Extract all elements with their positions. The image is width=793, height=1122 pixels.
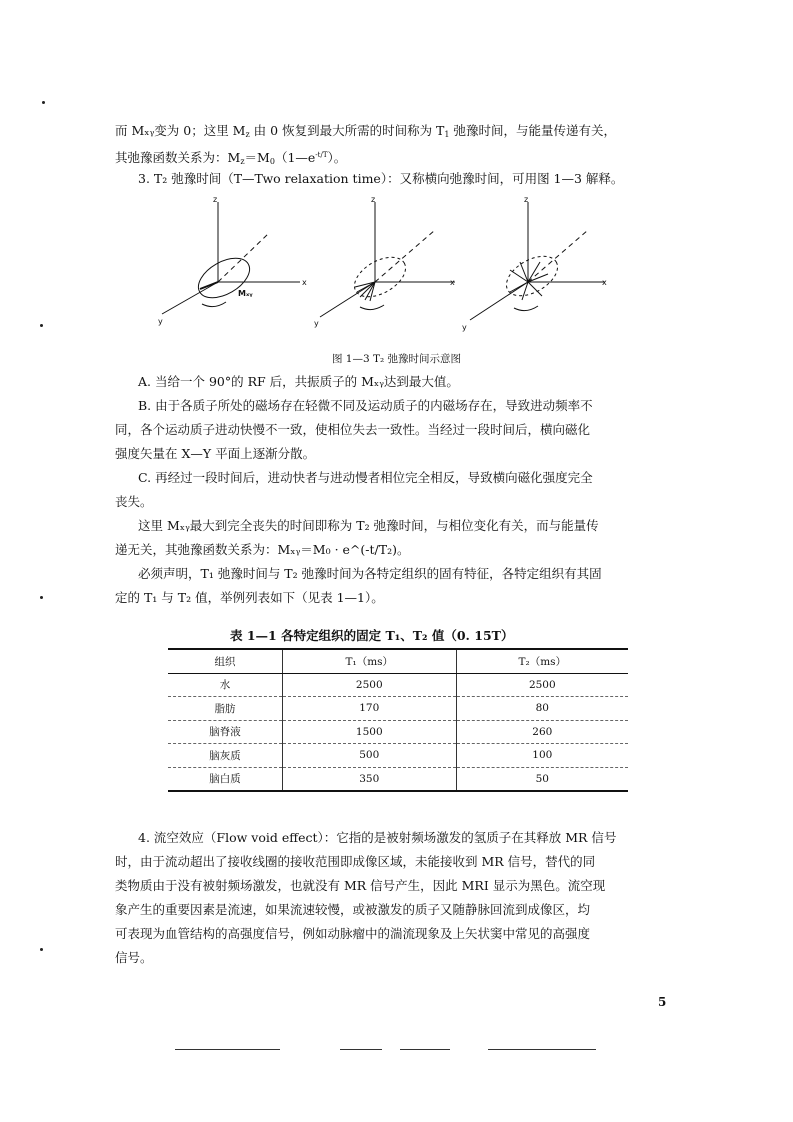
page-number: 5 [658,995,667,1009]
table-header: T₂（ms） [456,649,628,673]
table-cell: 2500 [456,673,628,697]
axis-z-label: z [213,195,218,204]
table-header-row [168,649,628,673]
paragraph-b-line2: 同，各个运动质子进动快慢不一致，使相位失去一致性。当经过一段时间后，横向磁化 [115,422,591,437]
table-cell: 水 [168,673,282,697]
table-row [168,697,628,721]
table-cell: 260 [456,720,628,744]
paragraph-m-line2: 递无关，其弛豫函数关系为：Mₓᵧ＝M₀ · e^(-t/T₂)。 [115,542,410,557]
table-cell: 350 [282,767,456,791]
paragraph-flow-line5: 可表现为血管结构的高强度信号，例如动脉瘤中的湍流现象及上矢状窦中常见的高强度 [115,926,591,941]
axis-z-label: z [371,195,376,204]
table-cell: 80 [456,697,628,721]
t1-paragraph-line1: 而 Mₓᵧ变为 0；这里 $M_z$ 由 0 恢复到最大所需的时间称为 $T_1$ 弛豫时间，与能量传递有关， [115,123,616,139]
paragraph-c-line2: 丧失。 [115,494,153,509]
scan-rule [175,1049,280,1050]
table-cell: 1500 [282,720,456,744]
table-cell: 脑白质 [168,767,282,791]
t1-paragraph-line2: 其弛豫函数关系为：$M_z=M_0(1—e^{-t/T})$。 [115,150,347,166]
scan-rule [400,1049,450,1050]
table-header: T₁（ms） [282,649,456,673]
axis-x-label: x [302,278,307,287]
paragraph-flow-line6: 信号。 [115,950,153,965]
axis-z-label: z [524,195,529,204]
axis-x-label: x [602,278,607,287]
table-header: 组织 [168,649,282,673]
panel-b [320,202,455,317]
table-cell: 500 [282,744,456,768]
figure-caption: 图 1—3 T₂ 弛豫时间示意图 [331,353,462,365]
margin-speck [42,101,45,104]
paragraph-a: A. 当给一个 90°的 RF 后，共振质子的 Mₓᵧ达到最大值。 [138,374,459,389]
panel-a [162,202,300,314]
paragraph-b-line1: B. 由于各质子所处的磁场存在轻微不同及运动质子的内磁场存在，导致进动频率不 [138,398,593,413]
axis-y-label: y [158,317,163,326]
paragraph-flow-line1: 4. 流空效应（Flow void effect）：它指的是被射频场激发的氢质子在其释放 MR 信号 [138,830,617,845]
margin-speck [40,948,43,951]
t2-heading: 3. T₂ 弛豫时间（T—Two relaxation time）：又称横向弛豫时间，可用图 1—3 解释。 [138,171,624,186]
table-cell: 100 [456,744,628,768]
table-row [168,720,628,744]
table-cell: 脂肪 [168,697,282,721]
mxy-label: Mₓᵧ [238,289,253,298]
table-cell: 170 [282,697,456,721]
tissue-relaxation-table [168,648,628,792]
margin-speck [40,596,43,599]
paragraph-flow-line4: 象产生的重要因素是流速，如果流速较慢，或被激发的质子又随静脉回流到成像区，均 [115,902,591,917]
axis-x-label: x [450,278,455,287]
table-caption: 表 1—1 各特定组织的固定 T₁、T₂ 值（0. 15T） [230,628,514,643]
axis-y-label: y [462,323,467,332]
panel-c [470,202,605,320]
table-cell: 2500 [282,673,456,697]
table-cell: 脑脊液 [168,720,282,744]
paragraph-c-line1: C. 再经过一段时间后，进动快者与进动慢者相位完全相反，导致横向磁化强度完全 [138,470,593,485]
paragraph-n-line2: 定的 T₁ 与 T₂ 值，举例列表如下（见表 1—1）。 [115,590,384,605]
scan-rule [340,1049,382,1050]
t2-relaxation-figure [150,192,630,337]
paragraph-b-line3: 强度矢量在 X—Y 平面上逐渐分散。 [115,446,316,461]
paragraph-flow-line2: 时，由于流动超出了接收线圈的接收范围即成像区域，未能接收到 MR 信号，替代的同 [115,854,596,869]
axis-y-label: y [314,319,319,328]
table-cell: 脑灰质 [168,744,282,768]
scan-rule [488,1049,596,1050]
table-row [168,673,628,697]
paragraph-flow-line3: 类物质由于没有被射频场激发，也就没有 MR 信号产生，因此 MRI 显示为黑色。流空现 [115,878,606,893]
table-row [168,767,628,791]
table-row [168,744,628,768]
paragraph-m-line1: 这里 Mₓᵧ最大到完全丧失的时间即称为 T₂ 弛豫时间，与相位变化有关，而与能量传 [138,518,599,533]
margin-speck [40,324,43,327]
table-cell: 50 [456,767,628,791]
paragraph-n-line1: 必须声明，T₁ 弛豫时间与 T₂ 弛豫时间为各特定组织的固有特征，各特定组织有其固 [138,566,602,581]
